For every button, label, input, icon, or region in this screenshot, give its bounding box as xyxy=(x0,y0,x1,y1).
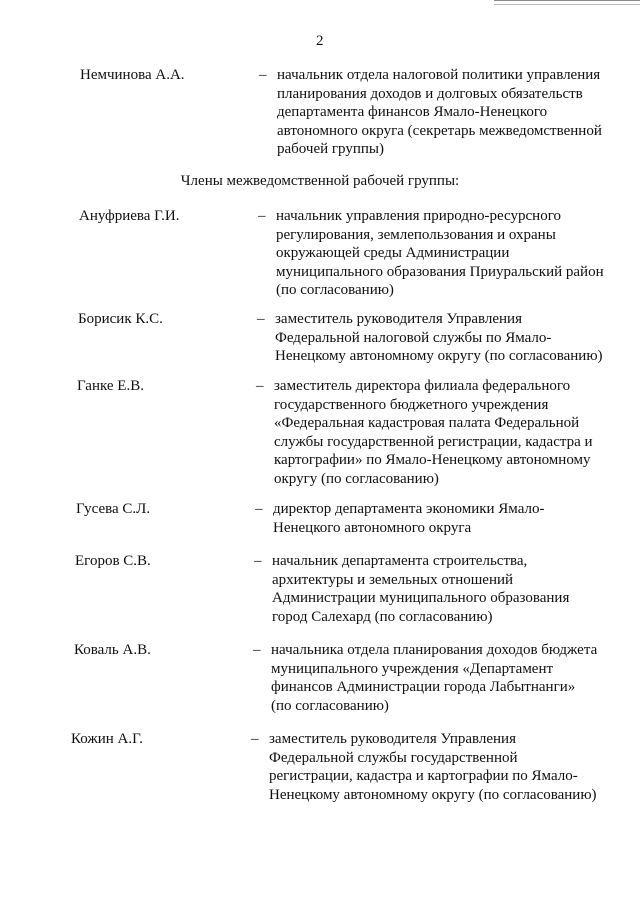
members-section-title: Члены межведомственной рабочей группы: xyxy=(180,173,460,189)
secretary-name: Немчинова А.А. xyxy=(80,67,185,83)
member-dash: – xyxy=(257,311,265,327)
member-name: Борисик К.С. xyxy=(78,311,163,327)
member-dash: – xyxy=(258,208,266,224)
page-number: 2 xyxy=(316,33,324,49)
member-description: заместитель руководителя Управления Федеральной службы государственной регистрации, кадастра и картографии по Ямало- Ненецкому автономному округу (по согласованию) xyxy=(269,731,597,803)
member-name: Гусева С.Л. xyxy=(76,501,151,517)
member-dash: – xyxy=(256,378,264,394)
member-description: начальник управления природно-ресурсного регулирования, землепользования и охраны окружающей среды Администрации муниципального образования Приуральский район (по согласованию) xyxy=(276,208,604,298)
member-name: Ганке Е.В. xyxy=(77,378,144,394)
member-description: начальника отдела планирования доходов бюджета муниципального учреждения «Департамент финансов Администрации города Лабытнанги» (по согласованию) xyxy=(271,642,598,714)
member-description: заместитель руководителя Управления Федеральной налоговой службы по Ямало- Ненецкому автономному округу (по согласованию) xyxy=(275,311,603,364)
member-dash: – xyxy=(251,731,259,747)
member-name: Коваль А.В. xyxy=(74,642,151,658)
member-dash: – xyxy=(255,501,263,517)
member-name: Кожин А.Г. xyxy=(71,731,143,747)
secretary-description: начальник отдела налоговой политики управления планирования доходов и долговых обязательств департамента финансов Ямало-Ненецкого автономного округа (секретарь межведомственной рабочей группы) xyxy=(277,67,602,157)
member-dash: – xyxy=(254,553,262,569)
secretary-dash: – xyxy=(259,67,267,83)
member-dash: – xyxy=(253,642,261,658)
member-name: Егоров С.В. xyxy=(75,553,151,569)
member-description: директор департамента экономики Ямало- Ненецкого автономного округа xyxy=(273,501,545,536)
top-edge-rule xyxy=(494,0,640,5)
member-description: заместитель директора филиала федерального государственного бюджетного учреждения «Федеральная кадастровая палата Федеральной службы государственной регистрации, кадастра и картографии» по Ямало-Ненецкому автономному округу (по согласованию) xyxy=(274,378,593,487)
member-name: Ануфриева Г.И. xyxy=(79,208,180,224)
member-description: начальник департамента строительства, архитектуры и земельных отношений Администрации муниципального образования город Салехард (по согласованию) xyxy=(272,553,570,625)
